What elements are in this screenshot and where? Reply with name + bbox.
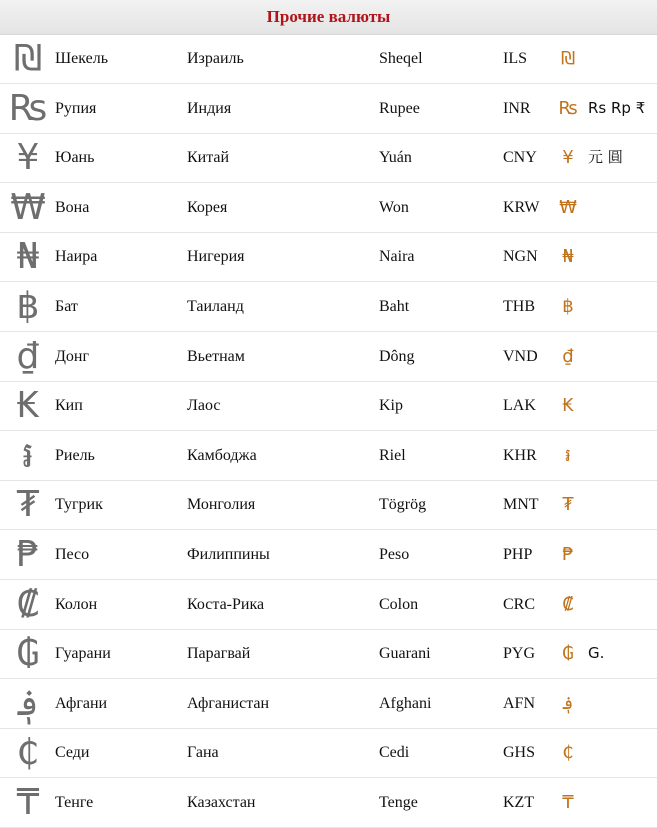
currency-symbol-icon: ₪ (13, 38, 43, 79)
currency-glyph: ៛ (565, 444, 571, 466)
currency-code: ILS (503, 50, 527, 67)
currency-latin-name: Baht (379, 298, 410, 315)
currency-code: MNT (503, 496, 539, 514)
currency-latin-name: Dông (379, 347, 415, 365)
currency-glyph: ₩ (559, 196, 577, 218)
currency-glyph: ₲ (562, 643, 574, 665)
country-name: Казахстан (187, 794, 256, 811)
table-row (0, 232, 657, 282)
table-row (0, 431, 657, 481)
country-name: Вьетнам (187, 347, 245, 365)
currency-name: Колон (55, 595, 98, 613)
currency-latin-name: Cedi (379, 744, 410, 762)
currency-name: Вона (55, 198, 90, 216)
currency-latin-name: Tögrög (379, 496, 427, 514)
country-name: Лаос (187, 397, 221, 415)
currency-glyph: ₨ (558, 97, 578, 119)
currency-code: INR (503, 99, 531, 117)
currency-glyph: ₵ (562, 742, 574, 764)
currency-code: AFN (503, 694, 536, 712)
currency-name: Рупия (55, 99, 97, 117)
currency-glyph: ₪ (560, 48, 576, 69)
table-row (0, 332, 657, 382)
currency-code: KHR (503, 446, 537, 464)
currency-name: Бат (55, 298, 78, 315)
currency-glyph: ₱ (562, 544, 574, 565)
table-row (0, 282, 657, 332)
currency-symbol-icon: ₲ (16, 633, 40, 675)
currency-symbol-icon: ¥ (16, 137, 40, 179)
table-row (0, 580, 657, 630)
currency-code: NGN (503, 248, 538, 266)
country-name: Филиппины (187, 546, 270, 563)
table-row (0, 84, 657, 134)
currency-glyph: ₸ (562, 792, 574, 813)
currency-symbol-icon: ₵ (16, 732, 40, 774)
currency-code: CRC (503, 595, 536, 613)
currency-glyph: ฿ (562, 296, 574, 317)
currency-code: GHS (503, 744, 536, 762)
currency-name: Тенге (55, 794, 94, 811)
currency-glyph: ₫ (562, 345, 574, 367)
currency-symbol-icon: ؋ (17, 682, 39, 724)
currency-latin-name: Rupee (379, 99, 420, 117)
table-row (0, 34, 657, 84)
currency-latin-name: Guarani (379, 645, 431, 663)
currency-symbol-icon: ៛ (22, 434, 34, 476)
currency-symbol-icon: ₸ (16, 782, 40, 823)
currency-symbol-icon: ₦ (16, 236, 40, 278)
currency-code: KZT (503, 794, 535, 811)
currency-glyph: ¥ (562, 147, 574, 169)
table-row (0, 530, 657, 580)
country-name: Камбоджа (187, 446, 257, 464)
country-name: Нигерия (187, 248, 245, 266)
currency-alt-symbols: G. (588, 644, 605, 663)
country-name: Израиль (187, 50, 244, 67)
currency-symbol-icon: ₡ (16, 583, 40, 625)
country-name: Гана (187, 744, 219, 762)
currency-symbol-icon: ฿ (16, 286, 40, 327)
currency-symbol-icon: ₫ (16, 335, 40, 377)
country-name: Индия (187, 99, 232, 117)
currency-symbol-icon: ₱ (16, 534, 40, 575)
currency-code: PYG (503, 645, 536, 663)
currency-alt-symbols: 元 圓 (588, 148, 623, 167)
currency-latin-name: Naira (379, 248, 415, 266)
table-row (0, 381, 657, 431)
country-name: Парагвай (187, 645, 251, 663)
currency-glyph: ₡ (562, 593, 574, 615)
currency-name: Гуарани (55, 645, 111, 663)
currency-symbol-icon: ₭ (16, 385, 40, 427)
currency-glyph: ₭ (562, 395, 574, 417)
currency-latin-name: Kip (379, 397, 403, 415)
currency-code: THB (503, 298, 535, 315)
table-row (0, 183, 657, 233)
currency-name: Афгани (55, 694, 108, 712)
currency-name: Седи (55, 744, 90, 762)
currency-code: KRW (503, 198, 540, 216)
country-name: Монголия (187, 496, 256, 514)
currency-symbol-icon: ₨ (8, 87, 48, 129)
currency-latin-name: Won (379, 198, 409, 216)
currency-code: LAK (503, 397, 536, 415)
currency-glyph: ؋ (562, 692, 574, 714)
currency-latin-name: Sheqel (379, 50, 423, 67)
table-row (0, 679, 657, 729)
currency-glyph: ₦ (562, 246, 574, 268)
currency-latin-name: Colon (379, 595, 419, 613)
table-title: Прочие валюты (0, 0, 657, 35)
currency-alt-symbols: Rs Rp ₹ (588, 98, 646, 117)
country-name: Таиланд (187, 298, 244, 315)
currency-name: Песо (55, 546, 90, 563)
currency-name: Кип (55, 397, 83, 415)
country-name: Коста-Рика (187, 595, 265, 613)
currency-name: Риель (55, 446, 95, 464)
currency-code: PHP (503, 546, 533, 563)
currency-name: Шекель (55, 50, 108, 67)
currency-name: Донг (55, 347, 90, 365)
currency-name: Тугрик (55, 496, 103, 514)
currency-name: Наира (55, 248, 98, 266)
table-row (0, 480, 657, 530)
country-name: Афганистан (187, 694, 270, 712)
country-name: Корея (187, 198, 228, 216)
table-row (0, 133, 657, 183)
currency-latin-name: Peso (379, 546, 410, 563)
currency-symbol-icon: ₮ (16, 484, 40, 526)
currency-glyph: ₮ (562, 494, 574, 516)
table-row (0, 629, 657, 679)
currency-latin-name: Afghani (379, 694, 432, 712)
currency-symbol-icon: ₩ (10, 186, 46, 228)
currency-name: Юань (55, 149, 95, 167)
table-row (0, 728, 657, 778)
currency-code: CNY (503, 149, 537, 167)
currency-latin-name: Yuán (379, 149, 412, 167)
country-name: Китай (187, 149, 230, 167)
currency-latin-name: Riel (379, 446, 406, 464)
currency-code: VND (503, 347, 538, 365)
currency-latin-name: Tenge (379, 794, 418, 811)
